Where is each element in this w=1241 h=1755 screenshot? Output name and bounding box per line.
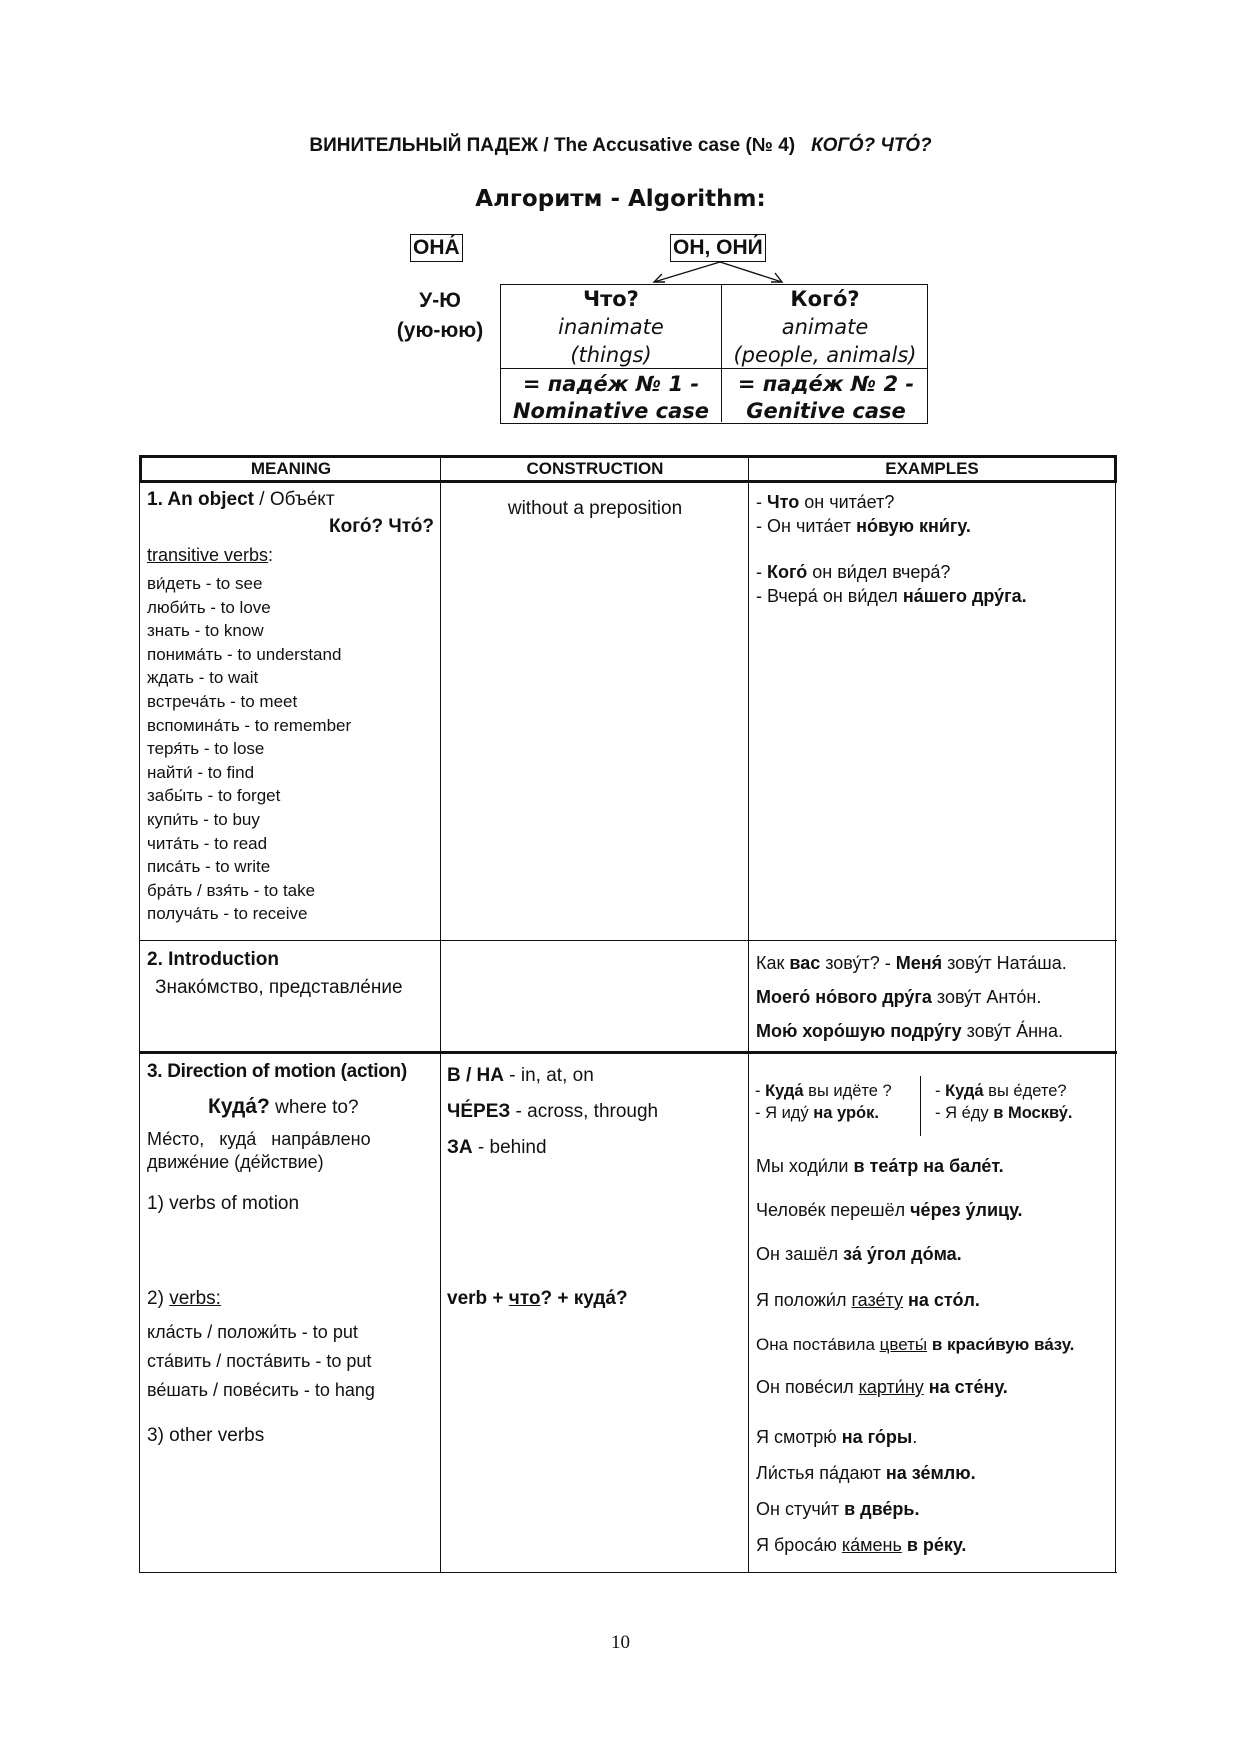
dialogue-left bbox=[755, 1080, 920, 1124]
bold-text: Что bbox=[767, 492, 800, 512]
example-line bbox=[756, 1462, 976, 1486]
text: - Я иду́ bbox=[755, 1104, 814, 1122]
where-to-label: where to? bbox=[269, 1097, 359, 1118]
list-item: вспомина́ть - to remember bbox=[147, 715, 352, 735]
row1-questions: Кого́? Что́? bbox=[329, 516, 434, 537]
example-line bbox=[756, 1426, 917, 1450]
underlined-text: газе́ту bbox=[851, 1290, 903, 1310]
text: Она поста́вила bbox=[756, 1335, 880, 1354]
people-animals-label: (people, animals) bbox=[733, 343, 917, 367]
bold-text: вас bbox=[789, 953, 821, 973]
list-item: купи́ть - to buy bbox=[147, 809, 260, 829]
list-item: забы́ть - to forget bbox=[147, 786, 281, 806]
kuda-line bbox=[208, 1093, 359, 1122]
row2-title-ru: Знако́мство, представле́ние bbox=[155, 977, 403, 998]
nominative-result bbox=[501, 371, 721, 425]
construction-line bbox=[447, 1130, 745, 1166]
example-line bbox=[756, 515, 1111, 539]
page-title bbox=[0, 135, 1241, 157]
bold-text: в Москву́. bbox=[993, 1104, 1073, 1122]
row1-title-ru: / Объе́кт bbox=[253, 489, 335, 510]
list-item: писа́ть - to write bbox=[147, 857, 271, 877]
text: Я положи́л bbox=[756, 1290, 852, 1310]
bold-text: че́рез у́лицу. bbox=[910, 1200, 1023, 1220]
bold-text: в краси́вую ва́зу. bbox=[927, 1335, 1075, 1354]
inanimate-label: inanimate bbox=[558, 315, 664, 339]
text: Он стучи́т bbox=[756, 1499, 845, 1519]
other-verbs: 3) other verbs bbox=[147, 1425, 265, 1446]
case-2-label: = паде́ж № 2 - bbox=[737, 372, 915, 396]
list-item: ждать - to wait bbox=[147, 668, 259, 688]
row2-meaning bbox=[147, 946, 437, 1002]
genitive-label: Genitive case bbox=[746, 399, 906, 423]
text: Мы ходи́ли bbox=[756, 1156, 854, 1176]
list-item: бра́ть / взя́ть - to take bbox=[147, 880, 316, 900]
example-line bbox=[756, 946, 1114, 980]
bold-text: Моего́ но́вого дру́га bbox=[756, 987, 932, 1007]
column-divider-1 bbox=[440, 455, 441, 1572]
bold-text: Куда́ bbox=[765, 1082, 804, 1100]
text: ? + куда́? bbox=[540, 1288, 628, 1309]
text: он чита́ет? bbox=[799, 492, 895, 512]
direction-examples-divider bbox=[920, 1076, 921, 1136]
bold-text: но́вую кни́гу. bbox=[856, 515, 971, 536]
inanimate-column bbox=[501, 285, 721, 368]
example-line bbox=[756, 1289, 980, 1313]
underlined-text: ка́мень bbox=[841, 1535, 902, 1555]
underlined-text: цветы́ bbox=[879, 1335, 928, 1354]
list-item: понима́ть - to understand bbox=[147, 644, 342, 664]
desc-line-1: Ме́сто, куда́ напра́влено bbox=[147, 1129, 371, 1149]
text: - behind bbox=[472, 1137, 547, 1158]
ona-box: ОНА́ bbox=[410, 234, 463, 262]
bold-text: за́ у́гол до́ма. bbox=[843, 1244, 962, 1264]
column-divider-2 bbox=[748, 455, 749, 1572]
text: - bbox=[756, 492, 767, 512]
colon: : bbox=[268, 545, 274, 565]
row-divider-2 bbox=[139, 1051, 1117, 1054]
nominative-label: Nominative case bbox=[512, 399, 710, 423]
whom-question: Кого́? bbox=[790, 287, 860, 311]
bold-text: на сте́ну. bbox=[923, 1377, 1008, 1397]
text: - bbox=[756, 562, 767, 582]
on-oni-box: ОН, ОНИ́ bbox=[670, 234, 766, 262]
bold-text: Мою́ хоро́шую подру́гу bbox=[756, 1021, 962, 1041]
row-divider-1 bbox=[139, 940, 1117, 941]
text: - Я е́ду bbox=[935, 1104, 994, 1122]
text: - Вчера́ он ви́дел bbox=[756, 585, 903, 606]
construction-line bbox=[447, 1094, 745, 1130]
text: Он зашёл bbox=[756, 1244, 844, 1264]
branch-arrows bbox=[640, 260, 800, 286]
ending-main: У-Ю bbox=[419, 289, 461, 312]
list-item: знать - to know bbox=[147, 621, 264, 641]
example-line bbox=[756, 980, 1114, 1014]
preposition: ЧЕ́РЕЗ bbox=[447, 1101, 511, 1122]
example-line bbox=[756, 1155, 1004, 1179]
list-item: люби́ть - to love bbox=[147, 597, 271, 617]
text: - bbox=[935, 1082, 946, 1100]
algorithm-divider bbox=[501, 368, 927, 369]
bold-text: Куда́ bbox=[945, 1082, 984, 1100]
ending-label bbox=[380, 286, 500, 346]
text: он ви́дел вчера́? bbox=[807, 562, 951, 582]
list-item: получа́ть - to receive bbox=[147, 904, 308, 924]
example-line bbox=[756, 491, 1111, 515]
list-item: кла́сть / положи́ть - to put bbox=[147, 1322, 358, 1342]
row1-examples bbox=[756, 491, 1111, 608]
bold-text: в две́рь. bbox=[844, 1499, 920, 1519]
page-title-text: ВИНИТЕЛЬНЫЙ ПАДЕЖ / The Accusative case (№ 4) bbox=[309, 135, 796, 156]
algorithm-title: Алгоритм - Algorithm: bbox=[475, 186, 766, 212]
table-border-left bbox=[139, 455, 140, 1572]
text: Как bbox=[756, 953, 790, 973]
example-line bbox=[756, 1333, 1074, 1357]
example-line bbox=[756, 1199, 1023, 1223]
list-item: встреча́ть - to meet bbox=[147, 691, 298, 711]
text: зову́т Ната́ша. bbox=[942, 953, 1067, 973]
list-item: чита́ть - to read bbox=[147, 833, 268, 853]
text: Я смотрю́ bbox=[756, 1427, 842, 1447]
desc-line-2: движе́ние (де́йствие) bbox=[147, 1152, 324, 1172]
bold-text: на́шего дру́га. bbox=[902, 585, 1027, 606]
list-item: ве́шать / пове́сить - to hang bbox=[147, 1380, 375, 1400]
bold-text: на зе́млю. bbox=[885, 1463, 976, 1483]
text: вы идёте ? bbox=[803, 1082, 892, 1100]
transitive-verbs-list bbox=[147, 572, 434, 926]
row3-description bbox=[147, 1128, 437, 1174]
verbs-heading bbox=[147, 1287, 221, 1311]
underlined-text: карти́ну bbox=[858, 1377, 924, 1397]
row1-title: 1. An object bbox=[147, 489, 254, 510]
example-line bbox=[756, 1014, 1114, 1048]
bold-text: Меня́ bbox=[895, 953, 943, 973]
row2-examples bbox=[756, 946, 1114, 1048]
example-line bbox=[756, 561, 1111, 585]
text: 2) bbox=[147, 1288, 170, 1309]
bold-text: на сто́л. bbox=[902, 1290, 980, 1310]
preposition: В / НА bbox=[447, 1065, 504, 1086]
example-line bbox=[756, 1243, 962, 1267]
kuda-question: Куда́? bbox=[208, 1095, 270, 1118]
dialogue-right bbox=[935, 1080, 1113, 1124]
table-border-bottom bbox=[139, 1572, 1117, 1573]
case-questions: КОГО́? ЧТО́? bbox=[811, 135, 932, 156]
list-item: найти́ - to find bbox=[147, 762, 255, 782]
page-number: 10 bbox=[611, 1632, 630, 1653]
verbs-of-motion: 1) verbs of motion bbox=[147, 1193, 300, 1214]
example-line bbox=[756, 585, 1111, 609]
preposition: ЗА bbox=[447, 1137, 473, 1158]
transitive-verbs-label: transitive verbs bbox=[147, 545, 269, 565]
table-border-right bbox=[1115, 455, 1116, 1572]
case-1-label: = паде́ж № 1 - bbox=[522, 372, 700, 396]
example-line bbox=[756, 1534, 966, 1558]
text: - across, through bbox=[510, 1101, 659, 1122]
text: - in, at, on bbox=[504, 1065, 594, 1086]
what-question: Что? bbox=[583, 287, 639, 311]
text: . bbox=[912, 1427, 918, 1447]
text: - Он чита́ет bbox=[756, 515, 857, 536]
bold-text: Кого́ bbox=[767, 562, 808, 582]
row1-construction: without a preposition bbox=[507, 498, 683, 519]
row3-title: 3. Direction of motion (action) bbox=[147, 1061, 407, 1082]
text: Я броса́ю bbox=[756, 1535, 842, 1555]
list-item: теря́ть - to lose bbox=[147, 739, 265, 759]
list-item: ста́вить / поста́вить - to put bbox=[147, 1351, 372, 1371]
bold-text: в ре́ку. bbox=[901, 1535, 967, 1555]
example-line bbox=[756, 1376, 1008, 1400]
text: вы е́дете? bbox=[983, 1082, 1067, 1100]
genitive-result bbox=[723, 371, 929, 425]
text: Он пове́сил bbox=[756, 1377, 859, 1397]
header-examples: EXAMPLES bbox=[885, 459, 979, 478]
ending-alt: (ую-юю) bbox=[396, 319, 484, 342]
list-item: ви́деть - to see bbox=[147, 574, 263, 593]
text: зову́т Анто́н. bbox=[931, 987, 1042, 1007]
placement-verbs bbox=[147, 1318, 375, 1405]
header-construction: CONSTRUCTION bbox=[526, 459, 664, 478]
row3-construction bbox=[447, 1058, 745, 1166]
animate-label: animate bbox=[781, 315, 869, 339]
text: verb + bbox=[447, 1288, 509, 1309]
verbs-label: verbs: bbox=[169, 1288, 221, 1309]
text: зову́т? - bbox=[820, 953, 896, 973]
text: Челове́к перешёл bbox=[756, 1200, 911, 1220]
construction-line bbox=[447, 1058, 745, 1094]
things-label: (things) bbox=[570, 343, 652, 367]
header-meaning: MEANING bbox=[250, 459, 332, 478]
row1-meaning bbox=[147, 488, 434, 926]
example-line bbox=[756, 1498, 919, 1522]
text: зову́т А́нна. bbox=[961, 1021, 1064, 1041]
bold-text: в теа́тр на бале́т. bbox=[853, 1156, 1004, 1176]
bold-text: на уро́к. bbox=[813, 1104, 879, 1122]
verb-formula bbox=[447, 1287, 628, 1311]
row2-title: 2. Introduction bbox=[147, 949, 279, 970]
bold-text: на го́ры bbox=[841, 1427, 913, 1447]
text: - bbox=[755, 1082, 766, 1100]
text: Ли́стья па́дают bbox=[756, 1463, 886, 1483]
underlined-text: что bbox=[508, 1288, 541, 1309]
algorithm-table bbox=[500, 284, 928, 424]
